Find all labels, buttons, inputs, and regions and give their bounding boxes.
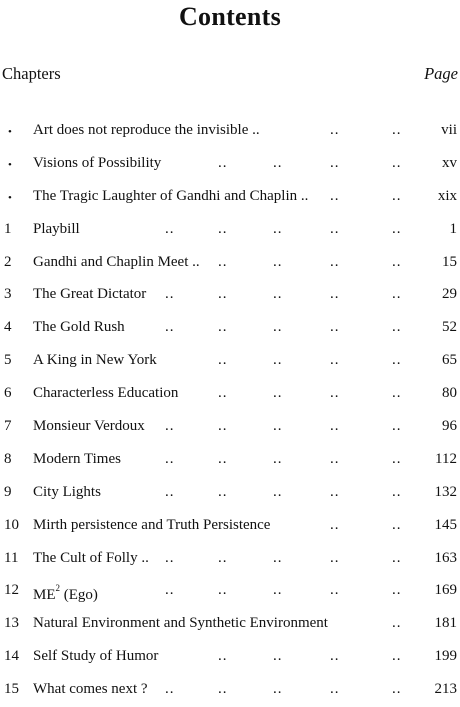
- entry-title: The Cult of Folly ..: [33, 549, 149, 566]
- entry-number: 13: [4, 615, 19, 632]
- entry-page-number: 1: [449, 220, 457, 237]
- contents-entry: [0, 181, 460, 214]
- leader-dot: ..: [218, 681, 228, 698]
- leader-dot: ..: [165, 549, 175, 566]
- leader-dot: ..: [218, 385, 228, 402]
- entry-title: Playbill: [33, 220, 80, 237]
- contents-entry: [0, 444, 460, 477]
- entry-page-number: 199: [434, 648, 457, 665]
- leader-dot: ..: [165, 286, 175, 303]
- entry-number: •: [8, 158, 12, 171]
- leader-dot: ..: [392, 681, 402, 698]
- entry-page-number: 163: [434, 549, 457, 566]
- contents-entry: [0, 345, 460, 378]
- entry-number: 11: [4, 549, 19, 566]
- entry-title: Monsieur Verdoux: [33, 418, 145, 435]
- leader-dot: ..: [273, 220, 283, 237]
- leader-dots: [0, 187, 400, 205]
- entry-title: $ME^2$ (Ego): [33, 583, 98, 604]
- entry-number: 10: [4, 516, 19, 533]
- leader-dot: ..: [218, 418, 228, 435]
- entry-page-number: vii: [441, 122, 457, 138]
- leader-dots: [0, 450, 400, 468]
- leader-dot: ..: [330, 253, 340, 270]
- entry-number: 1: [4, 220, 12, 237]
- leader-dot: ..: [218, 450, 228, 467]
- leader-dot: ..: [330, 549, 340, 566]
- entry-title: Characterless Education: [33, 385, 179, 402]
- entry-title: Mirth persistence and Truth Persistence: [33, 516, 271, 533]
- entry-number: 5: [4, 352, 12, 369]
- leader-dot: ..: [330, 516, 340, 533]
- leader-dot: ..: [218, 220, 228, 237]
- leader-dot: ..: [392, 319, 402, 336]
- leader-dot: ..: [392, 450, 402, 467]
- leader-dot: ..: [218, 483, 228, 500]
- entry-page-number: 169: [434, 582, 457, 599]
- contents-entry: [0, 115, 460, 148]
- entry-page-number: 15: [442, 253, 457, 270]
- entry-title: Art does not reproduce the invisible ..: [33, 122, 260, 138]
- leader-dots: [0, 220, 400, 238]
- leader-dot: ..: [273, 385, 283, 402]
- contents-entry: [0, 674, 460, 707]
- leader-dot: ..: [392, 154, 402, 171]
- leader-dot: ..: [392, 483, 402, 500]
- leader-dot: ..: [330, 122, 340, 138]
- entry-number: •: [8, 126, 12, 138]
- leader-dot: ..: [330, 319, 340, 336]
- leader-dot: ..: [218, 286, 228, 303]
- leader-dot: ..: [392, 516, 402, 533]
- entry-page-number: 52: [442, 319, 457, 336]
- leader-dot: ..: [392, 122, 402, 138]
- leader-dots: [0, 285, 400, 303]
- entry-number: 2: [4, 253, 12, 270]
- leader-dot: ..: [218, 648, 228, 665]
- leader-dot: ..: [218, 253, 228, 270]
- entry-title: Visions of Possibility: [33, 154, 162, 171]
- leader-dot: ..: [330, 187, 340, 204]
- leader-dot: ..: [273, 352, 283, 369]
- contents-entry: [0, 214, 460, 247]
- page-title: Contents: [178, 2, 282, 31]
- leader-dot: ..: [330, 154, 340, 171]
- entry-number: 7: [4, 418, 12, 435]
- leader-dot: ..: [330, 582, 340, 599]
- entry-title: What comes next ?: [33, 681, 148, 698]
- leader-dot: ..: [218, 352, 228, 369]
- leader-dot: ..: [218, 154, 228, 171]
- entry-title: The Great Dictator: [33, 286, 147, 303]
- leader-dot: ..: [218, 319, 228, 336]
- leader-dot: ..: [273, 549, 283, 566]
- leader-dots: [0, 351, 400, 369]
- leader-dot: ..: [165, 582, 175, 599]
- chapters-column-header: Chapters: [2, 64, 61, 83]
- leader-dot: ..: [165, 681, 175, 698]
- entry-page-number: 213: [434, 681, 457, 698]
- entry-title: Self Study of Humor: [33, 648, 159, 665]
- entry-number: 3: [4, 286, 12, 303]
- entry-page-number: 132: [434, 483, 457, 500]
- leader-dot: ..: [165, 450, 175, 467]
- leader-dot: ..: [392, 253, 402, 270]
- leader-dot: ..: [330, 385, 340, 402]
- leader-dot: ..: [392, 549, 402, 566]
- leader-dots: [0, 581, 400, 599]
- contents-entry: [0, 148, 460, 181]
- leader-dot: ..: [330, 418, 340, 435]
- leader-dots: [0, 647, 400, 665]
- leader-dot: ..: [273, 648, 283, 665]
- entry-page-number: 96: [442, 418, 457, 435]
- contents-entry: [0, 543, 460, 576]
- contents-entry: [0, 477, 460, 510]
- leader-dot: ..: [273, 483, 283, 500]
- entry-title: The Gold Rush: [33, 319, 125, 336]
- entry-number: 9: [4, 483, 12, 500]
- leader-dot: ..: [392, 615, 402, 632]
- leader-dots: [0, 253, 400, 271]
- entry-number: 15: [4, 681, 19, 698]
- entry-page-number: 181: [434, 615, 457, 632]
- entry-title: The Tragic Laughter of Gandhi and Chaplin ..: [33, 187, 309, 204]
- leader-dot: ..: [273, 319, 283, 336]
- entry-page-number: 65: [442, 352, 457, 369]
- entry-page-number: xv: [442, 154, 457, 171]
- entry-page-number: 29: [442, 286, 457, 303]
- entry-title-superscript: 2: [55, 583, 60, 594]
- entry-title: Natural Environment and Synthetic Environment: [33, 615, 328, 632]
- leader-dot: ..: [273, 154, 283, 171]
- entry-page-number: 112: [435, 450, 457, 467]
- leader-dot: ..: [273, 450, 283, 467]
- leader-dot: ..: [165, 319, 175, 336]
- leader-dot: ..: [392, 187, 402, 204]
- entry-number: 12: [4, 582, 19, 599]
- entry-number: 8: [4, 450, 12, 467]
- leader-dots: [0, 483, 400, 501]
- entry-number: 6: [4, 385, 12, 402]
- leader-dot: ..: [330, 352, 340, 369]
- leader-dot: ..: [218, 582, 228, 599]
- entry-number: •: [8, 191, 12, 204]
- leader-dot: ..: [273, 681, 283, 698]
- leader-dot: ..: [392, 352, 402, 369]
- leader-dot: ..: [330, 450, 340, 467]
- leader-dots: [0, 680, 400, 698]
- contents-list: [0, 115, 460, 707]
- entry-page-number: 145: [434, 516, 457, 533]
- entry-number: 4: [4, 319, 12, 336]
- entry-page-number: xix: [437, 187, 457, 204]
- leader-dot: ..: [218, 549, 228, 566]
- leader-dot: ..: [392, 648, 402, 665]
- leader-dot: ..: [392, 385, 402, 402]
- contents-entry: [0, 411, 460, 444]
- contents-entry: [0, 575, 460, 608]
- contents-entry: [0, 247, 460, 280]
- leader-dot: ..: [392, 582, 402, 599]
- leader-dot: ..: [165, 220, 175, 237]
- leader-dot: ..: [273, 253, 283, 270]
- leader-dot: ..: [330, 648, 340, 665]
- leader-dot: ..: [330, 681, 340, 698]
- leader-dots: [0, 614, 400, 632]
- leader-dot: ..: [330, 483, 340, 500]
- leader-dots: [0, 318, 400, 336]
- leader-dots: [0, 417, 400, 435]
- leader-dot: ..: [330, 286, 340, 303]
- contents-entry: [0, 378, 460, 411]
- leader-dot: ..: [392, 418, 402, 435]
- leader-dots: [0, 549, 400, 567]
- contents-entry: [0, 279, 460, 312]
- entry-page-number: 80: [442, 385, 457, 402]
- entry-title: A King in New York: [33, 352, 157, 369]
- leader-dot: ..: [273, 582, 283, 599]
- entry-title: Gandhi and Chaplin Meet ..: [33, 253, 200, 270]
- leader-dots: [0, 384, 400, 402]
- leader-dot: ..: [273, 286, 283, 303]
- page-column-header: Page: [424, 64, 458, 83]
- leader-dots: [0, 516, 400, 534]
- leader-dot: ..: [165, 483, 175, 500]
- leader-dot: ..: [392, 286, 402, 303]
- leader-dot: ..: [165, 418, 175, 435]
- leader-dots: [0, 154, 400, 172]
- contents-entry: [0, 510, 460, 543]
- entry-title: Modern Times: [33, 450, 121, 467]
- contents-entry: [0, 608, 460, 641]
- leader-dot: ..: [273, 418, 283, 435]
- leader-dots: [0, 121, 400, 139]
- leader-dot: ..: [392, 220, 402, 237]
- contents-entry: [0, 641, 460, 674]
- entry-title: City Lights: [33, 483, 101, 500]
- contents-entry: [0, 312, 460, 345]
- leader-dot: ..: [330, 220, 340, 237]
- entry-number: 14: [4, 648, 19, 665]
